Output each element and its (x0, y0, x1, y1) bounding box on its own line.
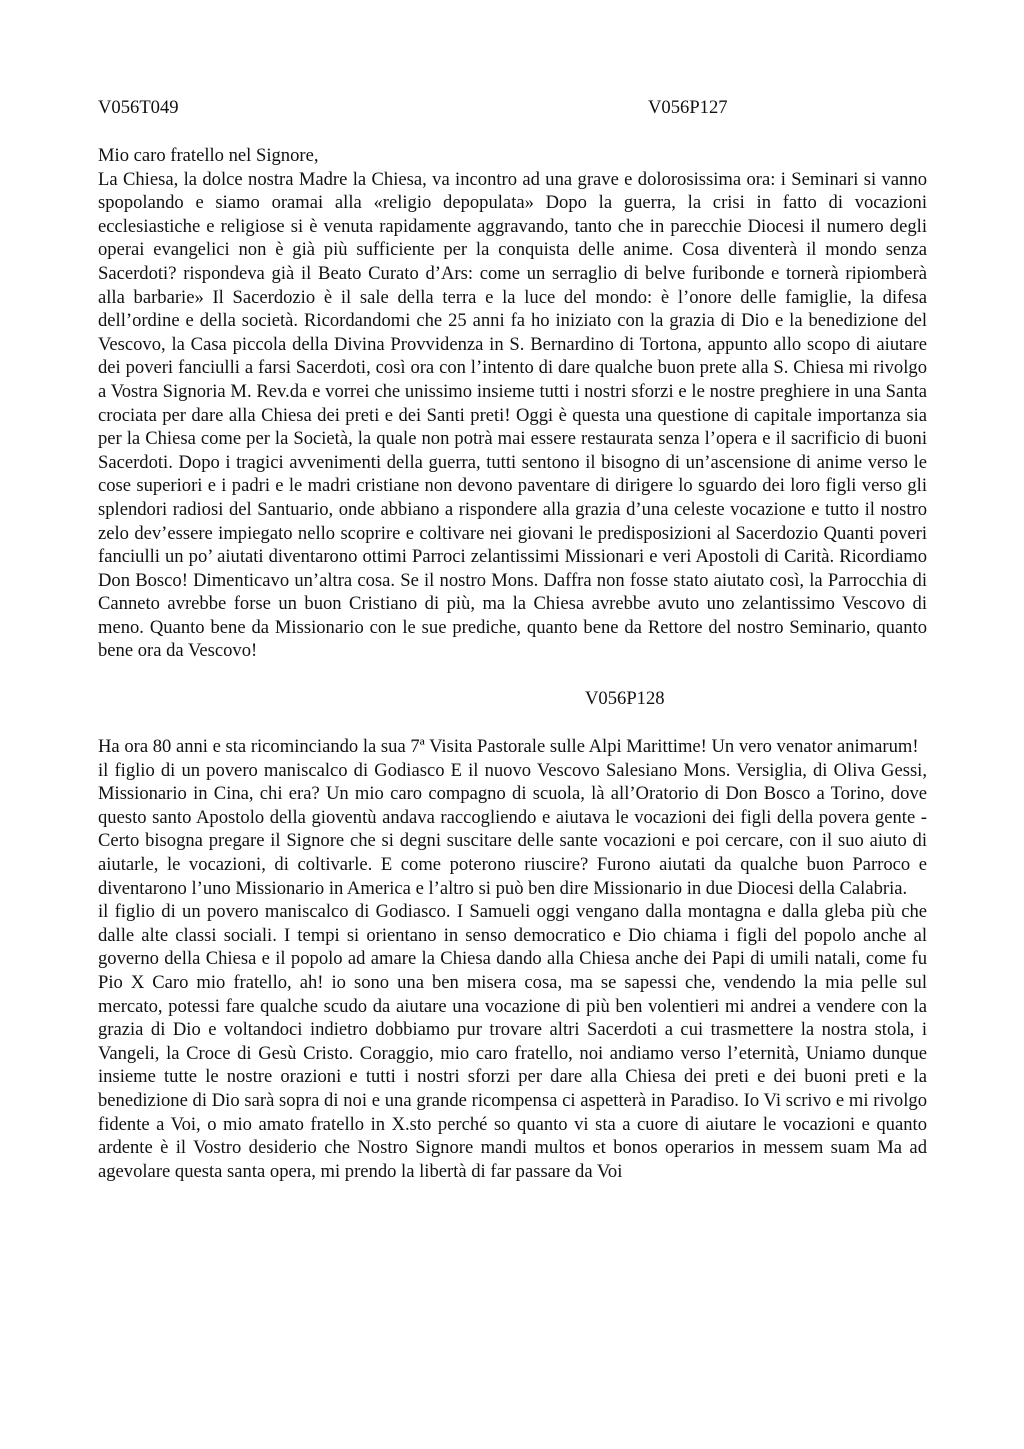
salutation: Mio caro fratello nel Signore, (98, 145, 319, 166)
paragraph-2: Ha ora 80 anni e sta ricominciando la sua 7ª Visita Pastorale sulle Alpi Marittime! Un vero venator animarum! (98, 736, 919, 758)
page-ref-127: V056P127 (648, 97, 728, 118)
paragraph-4: il figlio di un povero maniscalco di Godiasco. I Samueli oggi vengano dalla montagna e dalla gleba più che dalle alte classi sociali. I tempi si orientano in senso democratico e Dio chiama i figli del popolo anche al governo della Chiesa e il popolo ad amare la Chiesa dando alla Chiesa anche dei Papi di umili natali, come fu Pio X Caro mio fratello, ah! io sono una ben misera cosa, ma se sapessi che, vendendo la mia pelle sul mercato, potessi fare qualche scudo da aiutare una vocazione di più ben volentieri mi andrei a vendere con la grazia di Dio e voltandoci indietro dobbiamo pur trovare altri Sacerdoti a cui trasmettere la nostra stola, i Vangeli, la Croce di Gesù Cristo. Coraggio, mio caro fratello, noi andiamo verso l’eternità, Uniamo dunque insieme tutte le nostre orazioni e tutti i nostri sforzi per dare alla Chiesa dei preti e dei buoni preti e la benedizione di Dio sarà sopra di noi e una grande ricompensa ci aspetterà in Paradiso. Io Vi scrivo e mi rivolgo fidente a Voi, o mio amato fratello in X.sto perché so quanto vi sta a cuore di aiutare le vocazioni e quanto ardente è il Vostro desiderio che Nostro Signore mandi multos et bonos operarios in messem suam Ma ad agevolare questa santa opera, mi prendo la libertà di far passare da Voi (98, 901, 927, 1182)
paragraph-1: La Chiesa, la dolce nostra Madre la Chiesa, va incontro ad una grave e dolorosissima ora: i Seminari si vanno spopolando e siamo oramai alla «religio depopulata» Dopo la guerra, la crisi in fatto di vocazioni ecclesiastiche e religiose si è venuta rapidamente aggravando, tanto che in parecchie Diocesi il numero degli operai evangelici non è già più sufficiente per la conquista delle anime. Cosa diventerà il mondo senza Sacerdoti? rispondeva già il Beato Curato d’Ars: come un serraglio di belve furibonde e tornerà ripiomberà alla barbarie» Il Sacerdozio è il sale della terra e la luce del mondo: è l’onore delle famiglie, la difesa dell’ordine e della società. Ricordandomi che 25 anni fa ho iniziato con la grazia di Dio e la benedizione del Vescovo, la Casa piccola della Divina Provvidenza in S. Bernardino di Tortona, appunto allo scopo di aiutare dei poveri fanciulli a farsi Sacerdoti, così ora con l’intento di dare qualche buon prete alla S. Chiesa mi rivolgo a Vostra Signoria M. Rev.da e vorrei che unissimo insieme tutti i nostri sforzi e le nostre preghiere in una Santa crociata per dare alla Chiesa dei preti e dei Santi preti! Oggi è questa una questione di capitale importanza sia per la Chiesa come per la Società, la quale non potrà mai essere restaurata senza l’opera e il sacrificio di buoni Sacerdoti. Dopo i tragici avvenimenti della guerra, tutti sentono il bisogno di un’ascensione di anime verso le cose superiori e i padri e le madri cristiane non devono paventare di dirigere lo sguardo dei loro figli verso gli splendori radiosi del Santuario, onde abbiano a rispondere alla grazia d’una celeste vocazione e tutto il nostro zelo dev’essere impiegato nello scoprire e coltivare nei giovani le predisposizioni al Sacerdozio Quanti poveri fanciulli un po’ aiutati diventarono ottimi Parroci zelantissimi Missionari e veri Apostoli di Carità. Ricordiamo Don Bosco! Dimenticavo un’altra cosa. Se il nostro Mons. Daffra non fosse stato aiutato così, la Parrocchia di Canneto avrebbe forse un buon Cristiano di più, ma la Chiesa avrebbe avuto uno zelantissimo Vescovo di meno. Quanto bene da Missionario con le sue prediche, quanto bene da Rettore del nostro Seminario, quanto bene ora da Vescovo! (98, 168, 927, 662)
page-ref-128: V056P128 (585, 688, 665, 710)
paragraph-3: il figlio di un povero maniscalco di Godiasco E il nuovo Vescovo Salesiano Mons. Versiglia, di Oliva Gessi, Missionario in Cina, chi era? Un mio caro compagno di scuola, là all’Oratorio di Don Bosco a Torino, dove questo santo Apostolo della gioventù andava raccogliendo e aiutava le vocazioni dei figli della povera gente - Certo bisogna pregare il Signore che si degni suscitare delle sante vocazioni e poi cercare, con il suo aiuto di aiutarle, le vocazioni, di coltivarle. E come poterono riuscire? Furono aiutati da qualche buon Parroco e diventarono l’uno Missionario in America e l’altro si può ben dire Missionario in due Diocesi della Calabria. (98, 759, 927, 899)
header-refs (98, 96, 927, 120)
document-page (98, 96, 927, 1183)
page-break-ref (98, 687, 927, 711)
document-id: V056T049 (98, 97, 179, 118)
